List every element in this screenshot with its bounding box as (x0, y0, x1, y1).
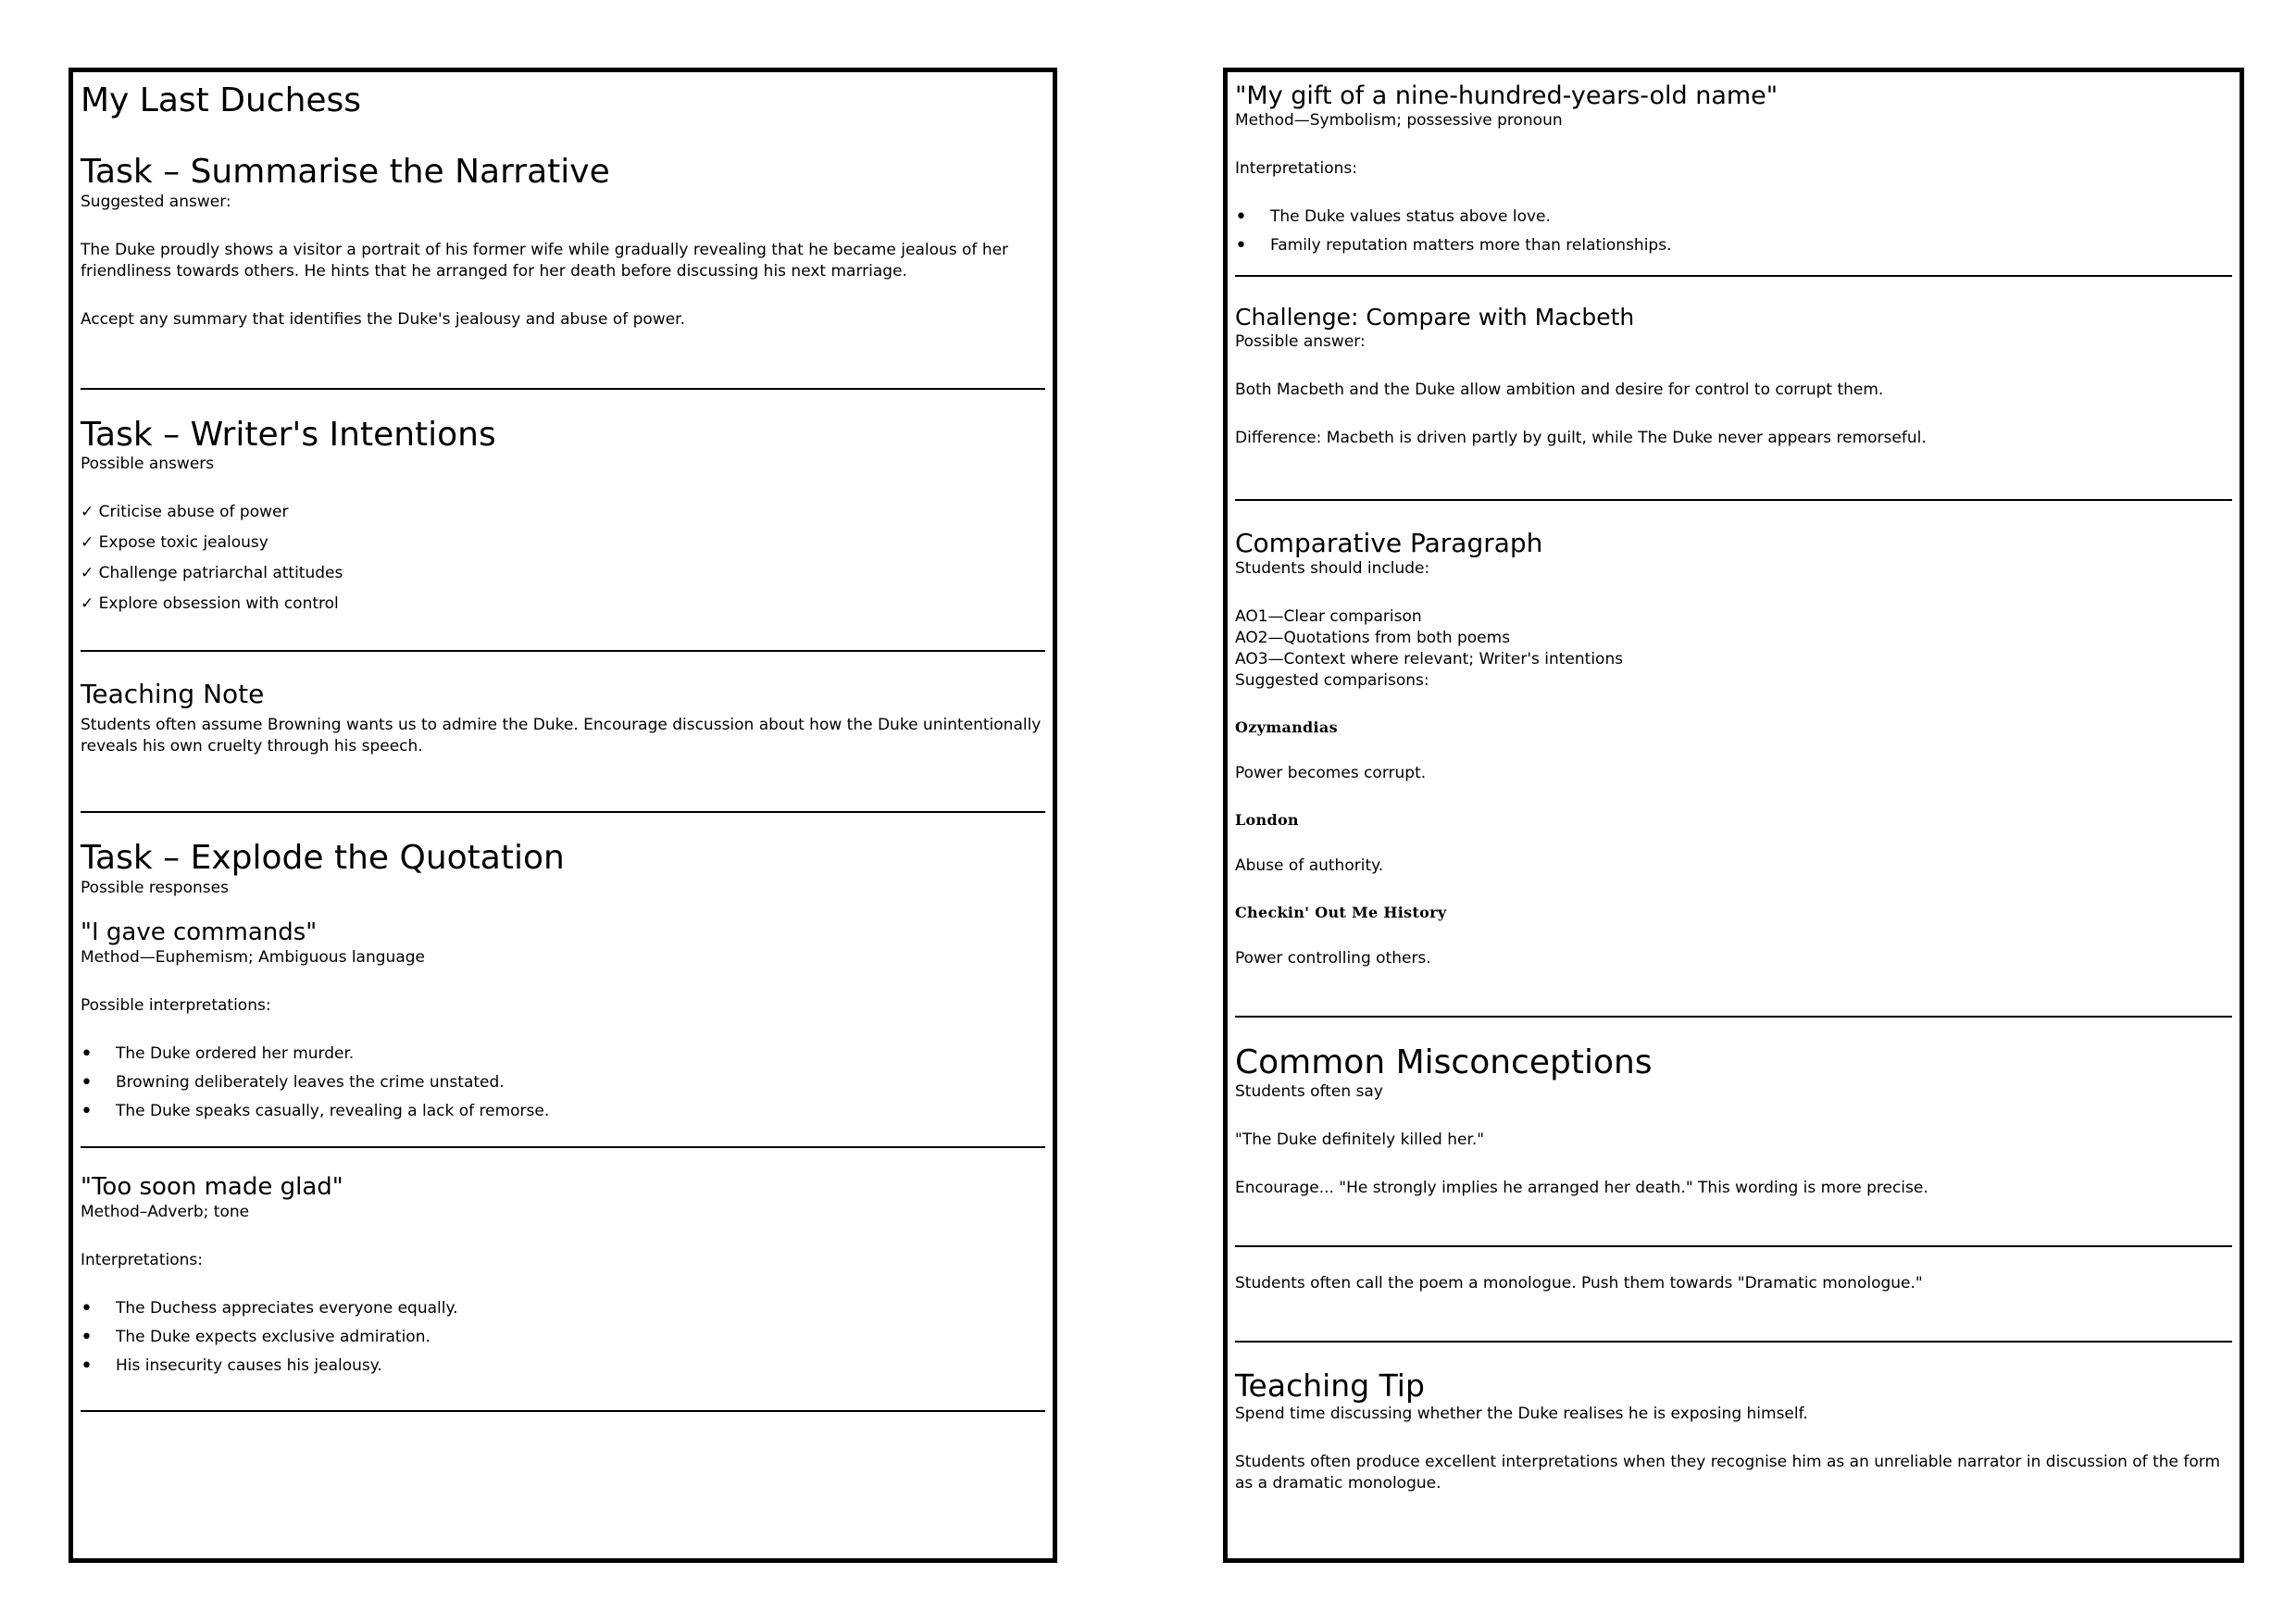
challenge-diff: Difference: Macbeth is driven partly by guilt, while The Duke never appears remorseful. (1235, 428, 1927, 447)
list-item: • The Duchess appreciates everyone equally. (116, 1298, 1045, 1319)
ao-item: AO3—Context where relevant; Writer's intentions (1235, 649, 1624, 668)
quote-1-label: Possible interpretations: (81, 995, 271, 1015)
summary-note: Accept any summary that identifies the Duke's jealousy and abuse of power. (81, 309, 685, 329)
misconceptions-heading: Common Misconceptions (1235, 1043, 1653, 1081)
ao-item: AO2—Quotations from both poems (1235, 628, 1511, 647)
misconception-encourage: Encourage... "He strongly implies he arranged her death." This wording is more precise. (1235, 1179, 1928, 1198)
explode-heading: Task – Explode the Quotation (81, 839, 565, 878)
poem-name: London (1235, 810, 1299, 829)
list-item: • The Duke speaks casually, revealing a lack of remorse. (116, 1101, 1045, 1122)
poem-name: Checkin' Out Me History (1235, 903, 1447, 921)
challenge-body: Both Macbeth and the Duke allow ambition and desire for control to corrupt them. (1235, 380, 1884, 399)
quote-1-method: Method—Euphemism; Ambiguous language (81, 947, 425, 967)
poem-text: Abuse of authority. (1235, 856, 1384, 875)
poem-text: Power becomes corrupt. (1235, 763, 1427, 782)
list-item: • His insecurity causes his jealousy. (116, 1355, 1045, 1377)
misconception-say: "The Duke definitely killed her." (1235, 1131, 1485, 1150)
teaching-note-heading: Teaching Note (81, 679, 265, 710)
quote-3: "My gift of a nine-hundred-years-old name" (1235, 81, 1778, 110)
list-item: • Family reputation matters more than relationships. (1270, 235, 2232, 256)
quote-2-label: Interpretations: (81, 1250, 203, 1269)
quote-3-label: Interpretations: (1235, 159, 1357, 179)
divider (81, 1410, 1045, 1412)
list-item: • Browning deliberately leaves the crime unstated. (116, 1072, 1045, 1093)
tip-body: Students often produce excellent interpretations when they recognise him as an unreliable narrator in discussion of the form as a dramatic monologue. (1235, 1453, 2221, 1493)
quote-1-list (81, 1043, 1045, 1122)
quote-3-method: Method—Symbolism; possessive pronoun (1235, 111, 1563, 131)
page-title: My Last Duchess (81, 81, 362, 119)
poem-name: Ozymandias (1235, 718, 1338, 736)
list-item: ✓ Explore obsession with control (81, 594, 339, 614)
intentions-sub: Possible answers (81, 455, 215, 474)
misconception-monologue: Students often call the poem a monologue. Push them towards "Dramatic monologue." (1235, 1274, 1923, 1293)
comparative-sub: Students should include: (1235, 558, 1430, 578)
summary-sub: Suggested answer: (81, 192, 231, 211)
quote-1: "I gave commands" (81, 918, 318, 946)
tip-sub: Spend time discussing whether the Duke realises he is exposing himself. (1235, 1405, 1808, 1424)
intentions-list (81, 502, 1045, 615)
poem-text: Power controlling others. (1235, 948, 1431, 968)
left-panel (69, 68, 1057, 1563)
challenge-sub: Possible answer: (1235, 331, 1366, 351)
list-item: • The Duke expects exclusive admiration. (116, 1327, 1045, 1348)
list-item: ✓ Challenge patriarchal attitudes (81, 564, 343, 583)
tip-heading: Teaching Tip (1235, 1368, 1425, 1405)
list-item: ✓ Expose toxic jealousy (81, 533, 268, 553)
comparative-heading: Comparative Paragraph (1235, 527, 1543, 558)
summary-body: The Duke proudly shows a visitor a portrait of his former wife while gradually revealing that he became jealous of her friendliness towards others. He hints that he arranged for her death before discussing his next marriage. (81, 240, 1009, 281)
intentions-heading: Task – Writer's Intentions (81, 415, 496, 454)
quote-2: "Too soon made glad" (81, 1172, 343, 1201)
suggested-label: Suggested comparisons: (1235, 670, 1429, 690)
list-item: • The Duke ordered her murder. (116, 1043, 1045, 1065)
list-item: • The Duke values status above love. (1270, 206, 2232, 228)
teaching-note-body: Students often assume Browning wants us to admire the Duke. Encourage discussion about how the Duke unintentionally reveals his own cruelty through his speech. (81, 716, 1042, 756)
quote-2-list (81, 1298, 1045, 1377)
misconceptions-sub: Students often say (1235, 1082, 1383, 1102)
right-panel (1223, 68, 2244, 1563)
ao-item: AO1—Clear comparison (1235, 606, 1422, 626)
explode-sub: Possible responses (81, 878, 229, 897)
list-item: ✓ Criticise abuse of power (81, 503, 289, 522)
quote-2-method: Method–Adverb; tone (81, 1202, 250, 1221)
summary-heading: Task – Summarise the Narrative (81, 153, 610, 192)
quote-3-list (1235, 206, 2232, 256)
challenge-heading: Challenge: Compare with Macbeth (1235, 304, 1635, 331)
